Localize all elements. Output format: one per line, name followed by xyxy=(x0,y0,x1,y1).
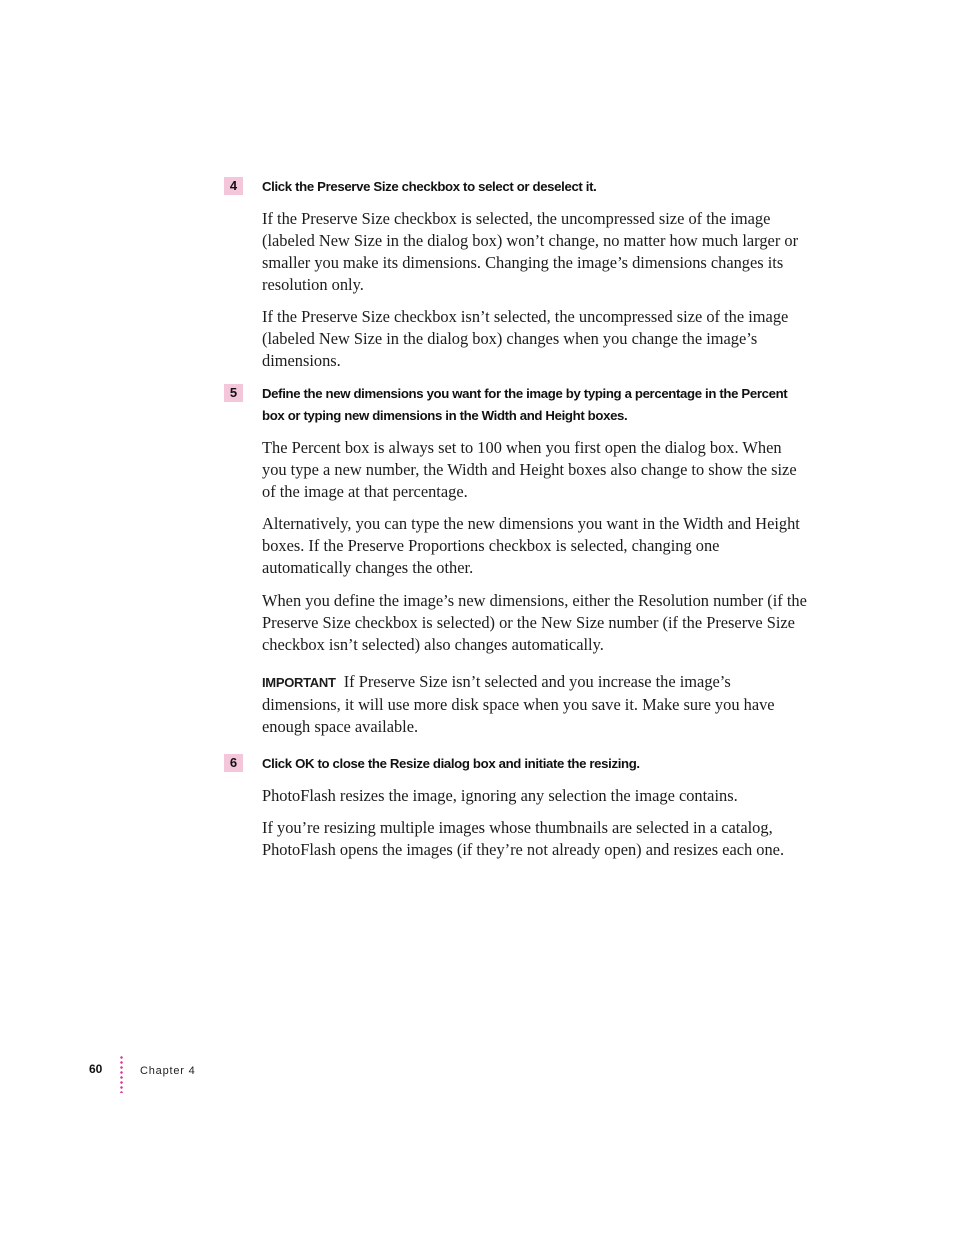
step-4 xyxy=(224,176,804,198)
step-5 xyxy=(224,383,804,427)
step-instruction: Click the Preserve Size checkbox to select or deselect it. xyxy=(262,179,597,194)
chapter-label: Chapter 4 xyxy=(140,1065,196,1077)
important-label: IMPORTANT xyxy=(262,675,336,690)
footer-dotted-divider xyxy=(120,1055,123,1093)
body-paragraph: The Percent box is always set to 100 when you first open the dialog box. When you type a new number, the Width and Height boxes also change to show the size of the image at that percentage. xyxy=(262,438,797,501)
body-paragraph: Alternatively, you can type the new dimensions you want in the Width and Height boxes. If the Preserve Proportions checkbox is selected, changing one automatically changes the other. xyxy=(262,514,800,577)
step-instruction: Define the new dimensions you want for the image by typing a percentage in the Percent box or typing new dimensions in the Width and Height boxes. xyxy=(262,386,788,423)
page-number: 60 xyxy=(89,1062,103,1076)
step-6 xyxy=(224,753,804,775)
body-paragraph: If the Preserve Size checkbox isn’t selected, the uncompressed size of the image (labeled New Size in the dialog box) changes when you change the image’s dimensions. xyxy=(262,307,789,370)
important-note xyxy=(262,671,807,738)
body-paragraph: When you define the image’s new dimensions, either the Resolution number (if the Preserve Size checkbox is selected) or the New Size number (if the Preserve Size checkbox isn’t selected) also changes automatically. xyxy=(262,591,807,654)
body-paragraph: If the Preserve Size checkbox is selected, the uncompressed size of the image (labeled New Size in the dialog box) won’t change, no matter how much larger or smaller you make its dimensions. Changing the image’s dimensions changes its resolution only. xyxy=(262,209,799,294)
step-number-badge: 5 xyxy=(224,384,243,402)
body-paragraph: If you’re resizing multiple images whose thumbnails are selected in a catalog, PhotoFlash opens the images (if they’re not already open) and resizes each one. xyxy=(262,818,785,859)
step-number-badge: 4 xyxy=(224,177,243,195)
step-instruction: Click OK to close the Resize dialog box and initiate the resizing. xyxy=(262,756,640,771)
step-number-badge: 6 xyxy=(224,754,243,772)
body-paragraph: PhotoFlash resizes the image, ignoring any selection the image contains. xyxy=(262,786,738,805)
important-text: If Preserve Size isn’t selected and you increase the image’s dimensions, it will use more disk space when you save it. Make sure you have enough space available. xyxy=(262,672,775,736)
